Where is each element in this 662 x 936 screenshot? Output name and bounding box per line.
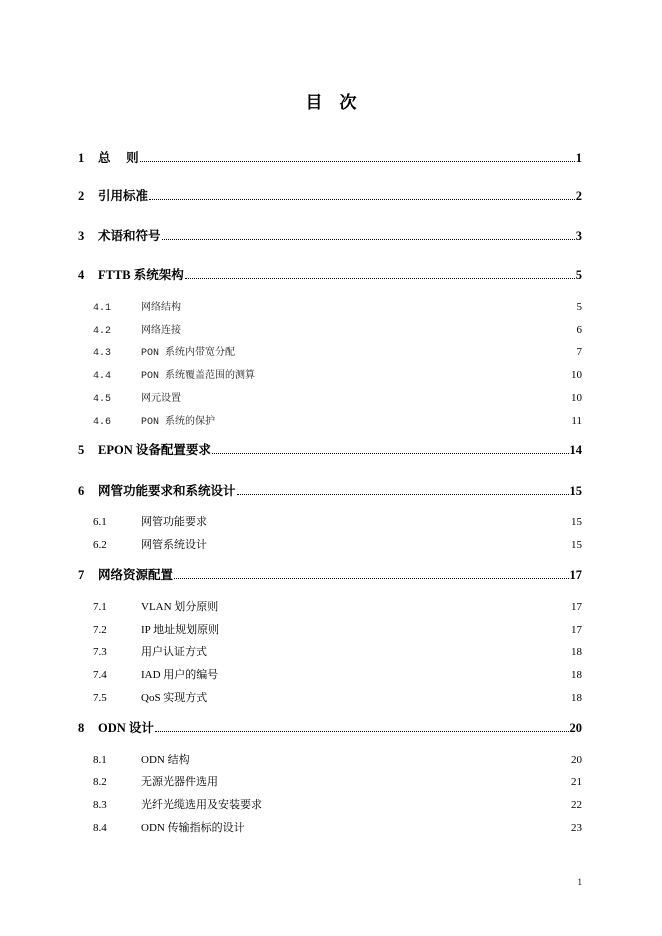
toc-section[interactable] <box>78 226 582 244</box>
subsection-title: PON 系统内带宽分配 <box>141 348 236 359</box>
section-page: 5 <box>575 268 582 282</box>
subsection-page: 5 <box>576 301 582 313</box>
subsection-page: 17 <box>571 601 582 613</box>
subsection-title: ODN 传输指标的设计 <box>141 822 245 834</box>
section-page: 20 <box>569 721 582 735</box>
subsection-number: 7.3 <box>93 646 107 658</box>
subsection-number: 4.6 <box>93 417 112 428</box>
dot-leader <box>162 228 575 240</box>
section-title: FTTB 系统架构 <box>98 268 184 282</box>
section-page: 14 <box>569 443 582 457</box>
dot-leader <box>185 267 575 279</box>
toc-subsection[interactable] <box>93 643 582 659</box>
dot-leader <box>237 483 569 495</box>
subsection-title: 网络连接 <box>141 326 181 337</box>
section-title: 总 则 <box>98 151 139 165</box>
subsection-number: 8.1 <box>93 754 107 766</box>
subsection-page: 10 <box>571 369 582 381</box>
subsection-number: 7.1 <box>93 601 107 613</box>
subsection-page: 18 <box>571 692 582 704</box>
subsection-page: 23 <box>571 822 582 834</box>
toc-subsection[interactable] <box>93 366 582 382</box>
toc-subsection[interactable] <box>93 298 582 314</box>
subsection-title: 光纤光缆选用及安装要求 <box>141 799 262 811</box>
subsection-title: 网络结构 <box>141 303 181 314</box>
subsection-number: 7.5 <box>93 692 107 704</box>
subsection-page: 21 <box>571 776 582 788</box>
dot-leader <box>174 567 568 579</box>
dot-leader <box>155 720 569 732</box>
subsection-title: 用户认证方式 <box>141 646 207 658</box>
subsection-page: 20 <box>571 754 582 766</box>
subsection-number: 4.5 <box>93 394 112 405</box>
dot-leader <box>140 150 575 162</box>
section-number: 1 <box>78 151 85 165</box>
section-title: 术语和符号 <box>98 229 161 243</box>
subsection-title: ODN 结构 <box>141 754 190 766</box>
subsection-title: 网管功能要求 <box>141 516 207 528</box>
section-page: 2 <box>575 189 582 203</box>
subsection-title: PON 系统的保护 <box>141 417 216 428</box>
toc-section[interactable] <box>78 265 582 283</box>
section-page: 1 <box>575 151 582 165</box>
toc-section[interactable] <box>78 148 582 166</box>
subsection-number: 7.4 <box>93 669 107 681</box>
toc-subsection[interactable] <box>93 751 582 767</box>
subsection-number: 6.1 <box>93 516 107 528</box>
toc-subsection[interactable] <box>93 666 582 682</box>
subsection-page: 11 <box>571 415 582 427</box>
section-number: 2 <box>78 189 85 203</box>
toc-subsection[interactable] <box>93 412 582 428</box>
subsection-page: 22 <box>571 799 582 811</box>
toc-section[interactable] <box>78 481 582 499</box>
subsection-page: 10 <box>571 392 582 404</box>
subsection-page: 7 <box>576 346 582 358</box>
toc-subsection[interactable] <box>93 343 582 359</box>
subsection-title: IP 地址规划原则 <box>141 624 220 636</box>
subsection-page: 18 <box>571 646 582 658</box>
toc-section[interactable] <box>78 186 582 204</box>
toc-subsection[interactable] <box>93 536 582 552</box>
dot-leader <box>149 188 575 200</box>
subsection-number: 6.2 <box>93 539 107 551</box>
subsection-page: 18 <box>571 669 582 681</box>
subsection-page: 15 <box>571 516 582 528</box>
toc-subsection[interactable] <box>93 689 582 705</box>
section-title: ODN 设计 <box>98 721 154 735</box>
subsection-number: 7.2 <box>93 624 107 636</box>
dot-leader <box>212 442 569 454</box>
section-title: 引用标准 <box>98 189 149 203</box>
toc-subsection[interactable] <box>93 321 582 337</box>
subsection-number: 4.3 <box>93 348 112 359</box>
subsection-title: IAD 用户的编号 <box>141 669 219 681</box>
toc-section[interactable] <box>78 440 582 458</box>
section-title: 网络资源配置 <box>98 568 174 582</box>
toc-subsection[interactable] <box>93 796 582 812</box>
toc-subsection[interactable] <box>93 598 582 614</box>
toc-subsection[interactable] <box>93 389 582 405</box>
section-title: 网管功能要求和系统设计 <box>98 484 236 498</box>
toc-subsection[interactable] <box>93 819 582 835</box>
subsection-title: QoS 实现方式 <box>141 692 208 704</box>
footer-page-number: 1 <box>577 877 582 887</box>
section-number: 5 <box>78 443 85 457</box>
subsection-number: 8.2 <box>93 776 107 788</box>
subsection-number: 4.1 <box>93 303 112 314</box>
toc-section[interactable] <box>78 565 582 583</box>
subsection-page: 17 <box>571 624 582 636</box>
section-page: 3 <box>575 229 582 243</box>
section-number: 3 <box>78 229 85 243</box>
subsection-title: PON 系统覆盖范围的测算 <box>141 371 256 382</box>
section-number: 7 <box>78 568 85 582</box>
subsection-number: 4.2 <box>93 326 112 337</box>
subsection-page: 15 <box>571 539 582 551</box>
toc-subsection[interactable] <box>93 773 582 789</box>
section-title: EPON 设备配置要求 <box>98 443 211 457</box>
toc-subsection[interactable] <box>93 513 582 529</box>
section-page: 15 <box>569 484 582 498</box>
toc-title: 目 次 <box>305 93 357 112</box>
subsection-number: 8.4 <box>93 822 107 834</box>
section-number: 4 <box>78 268 85 282</box>
subsection-number: 4.4 <box>93 371 112 382</box>
subsection-page: 6 <box>576 324 582 336</box>
subsection-number: 8.3 <box>93 799 107 811</box>
toc-section[interactable] <box>78 718 582 736</box>
section-number: 8 <box>78 721 85 735</box>
section-page: 17 <box>569 568 582 582</box>
subsection-title: VLAN 划分原则 <box>141 601 219 613</box>
subsection-title: 网管系统设计 <box>141 539 207 551</box>
toc-subsection[interactable] <box>93 621 582 637</box>
subsection-title: 网元设置 <box>141 394 181 405</box>
section-number: 6 <box>78 484 85 498</box>
subsection-title: 无源光器件选用 <box>141 776 218 788</box>
